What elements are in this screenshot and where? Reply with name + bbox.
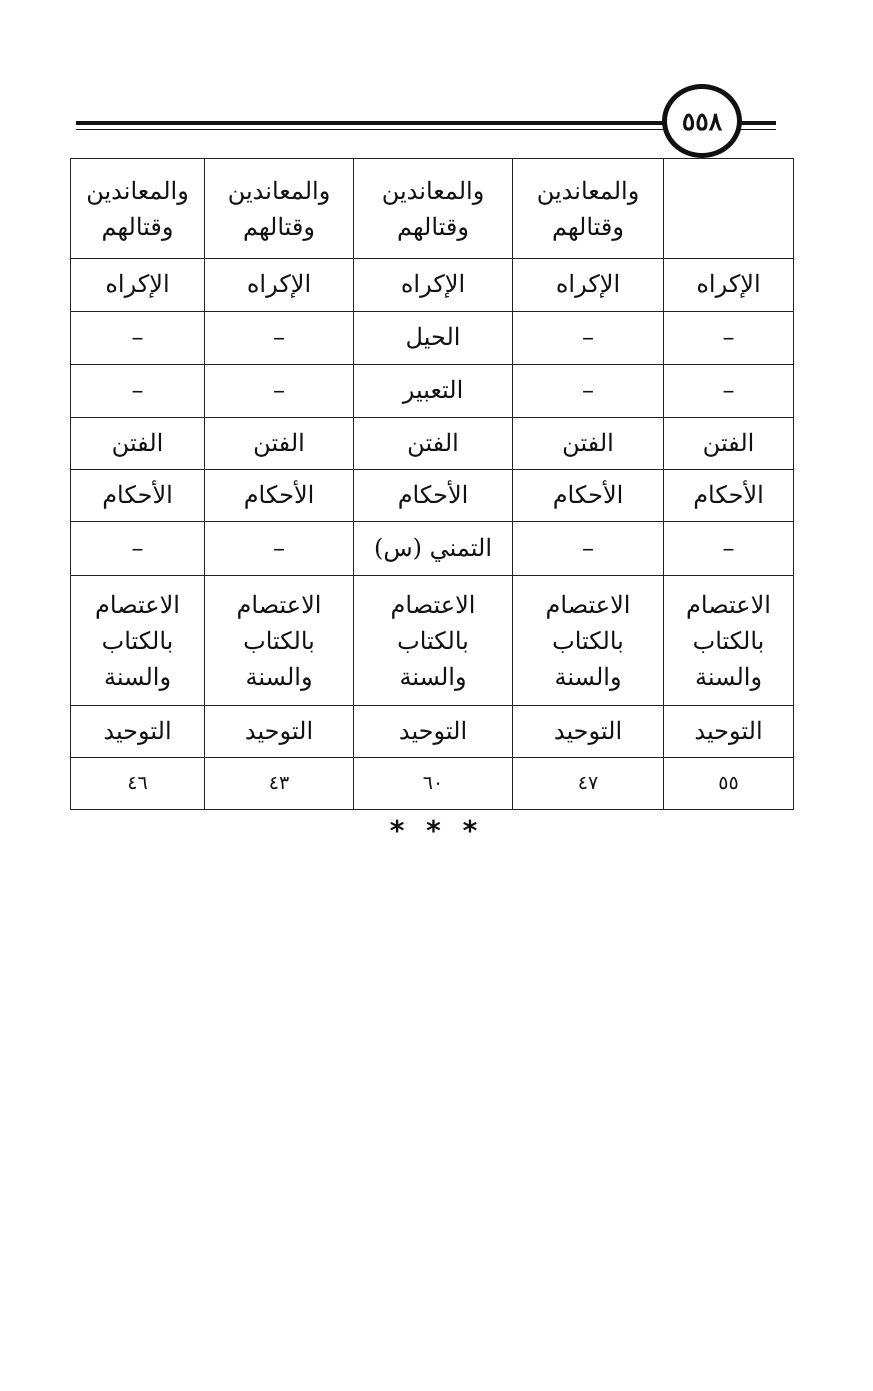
data-table (70, 158, 794, 810)
table-row (71, 576, 794, 706)
table-cell: – (71, 522, 205, 576)
table-cell: – (664, 522, 794, 576)
table-cell: الاعتصام بالكتاب والسنة (354, 576, 513, 706)
section-separator: * * * (389, 814, 484, 847)
table-cell: الفتن (71, 418, 205, 470)
page-header (0, 0, 873, 170)
table-row (71, 365, 794, 418)
table-cell: – (71, 312, 205, 365)
table-cell: – (513, 312, 664, 365)
table-row (71, 706, 794, 758)
table-cell: الفتن (205, 418, 354, 470)
table-cell: التوحيد (71, 706, 205, 758)
table-cell: – (664, 312, 794, 365)
table-row (71, 758, 794, 810)
table-cell: التوحيد (664, 706, 794, 758)
table-cell: الإكراه (664, 259, 794, 312)
table-cell: الأحكام (513, 470, 664, 522)
table-cell: الأحكام (205, 470, 354, 522)
table-row (71, 418, 794, 470)
table-cell: الإكراه (71, 259, 205, 312)
table-cell: الاعتصام بالكتاب والسنة (513, 576, 664, 706)
table-cell: التوحيد (205, 706, 354, 758)
table-cell: – (513, 365, 664, 418)
table-cell: الإكراه (513, 259, 664, 312)
table-cell: – (205, 365, 354, 418)
table-row (71, 159, 794, 259)
table-cell: التوحيد (513, 706, 664, 758)
table-row (71, 522, 794, 576)
table-cell: ٥٥ (664, 758, 794, 810)
table-cell: الفتن (513, 418, 664, 470)
table-cell: الاعتصام بالكتاب والسنة (71, 576, 205, 706)
table-cell: الحيل (354, 312, 513, 365)
table-cell: – (664, 365, 794, 418)
table-row (71, 470, 794, 522)
table-row (71, 312, 794, 365)
table-cell: والمعاندين وقتالهم (71, 159, 205, 259)
table-cell: – (513, 522, 664, 576)
table-cell: الأحكام (354, 470, 513, 522)
table-cell: الاعتصام بالكتاب والسنة (664, 576, 794, 706)
table-cell: الفتن (354, 418, 513, 470)
table-cell: الفتن (664, 418, 794, 470)
table-cell: الأحكام (664, 470, 794, 522)
table-cell: والمعاندين وقتالهم (205, 159, 354, 259)
table-cell: الأحكام (71, 470, 205, 522)
table-cell: – (205, 522, 354, 576)
table-cell: الاعتصام بالكتاب والسنة (205, 576, 354, 706)
page-number: ٥٥٨ (662, 84, 742, 158)
table-cell: – (205, 312, 354, 365)
table-cell: ٤٣ (205, 758, 354, 810)
table-cell: الإكراه (205, 259, 354, 312)
table-cell: التوحيد (354, 706, 513, 758)
table-cell: والمعاندين وقتالهم (354, 159, 513, 259)
table-cell: ٦٠ (354, 758, 513, 810)
table-row (71, 259, 794, 312)
table-cell: التعبير (354, 365, 513, 418)
table-cell: الإكراه (354, 259, 513, 312)
table-cell: التمني (س) (354, 522, 513, 576)
table-cell: ٤٦ (71, 758, 205, 810)
table-cell (664, 159, 794, 259)
table-cell: والمعاندين وقتالهم (513, 159, 664, 259)
table-cell: – (71, 365, 205, 418)
table-cell: ٤٧ (513, 758, 664, 810)
